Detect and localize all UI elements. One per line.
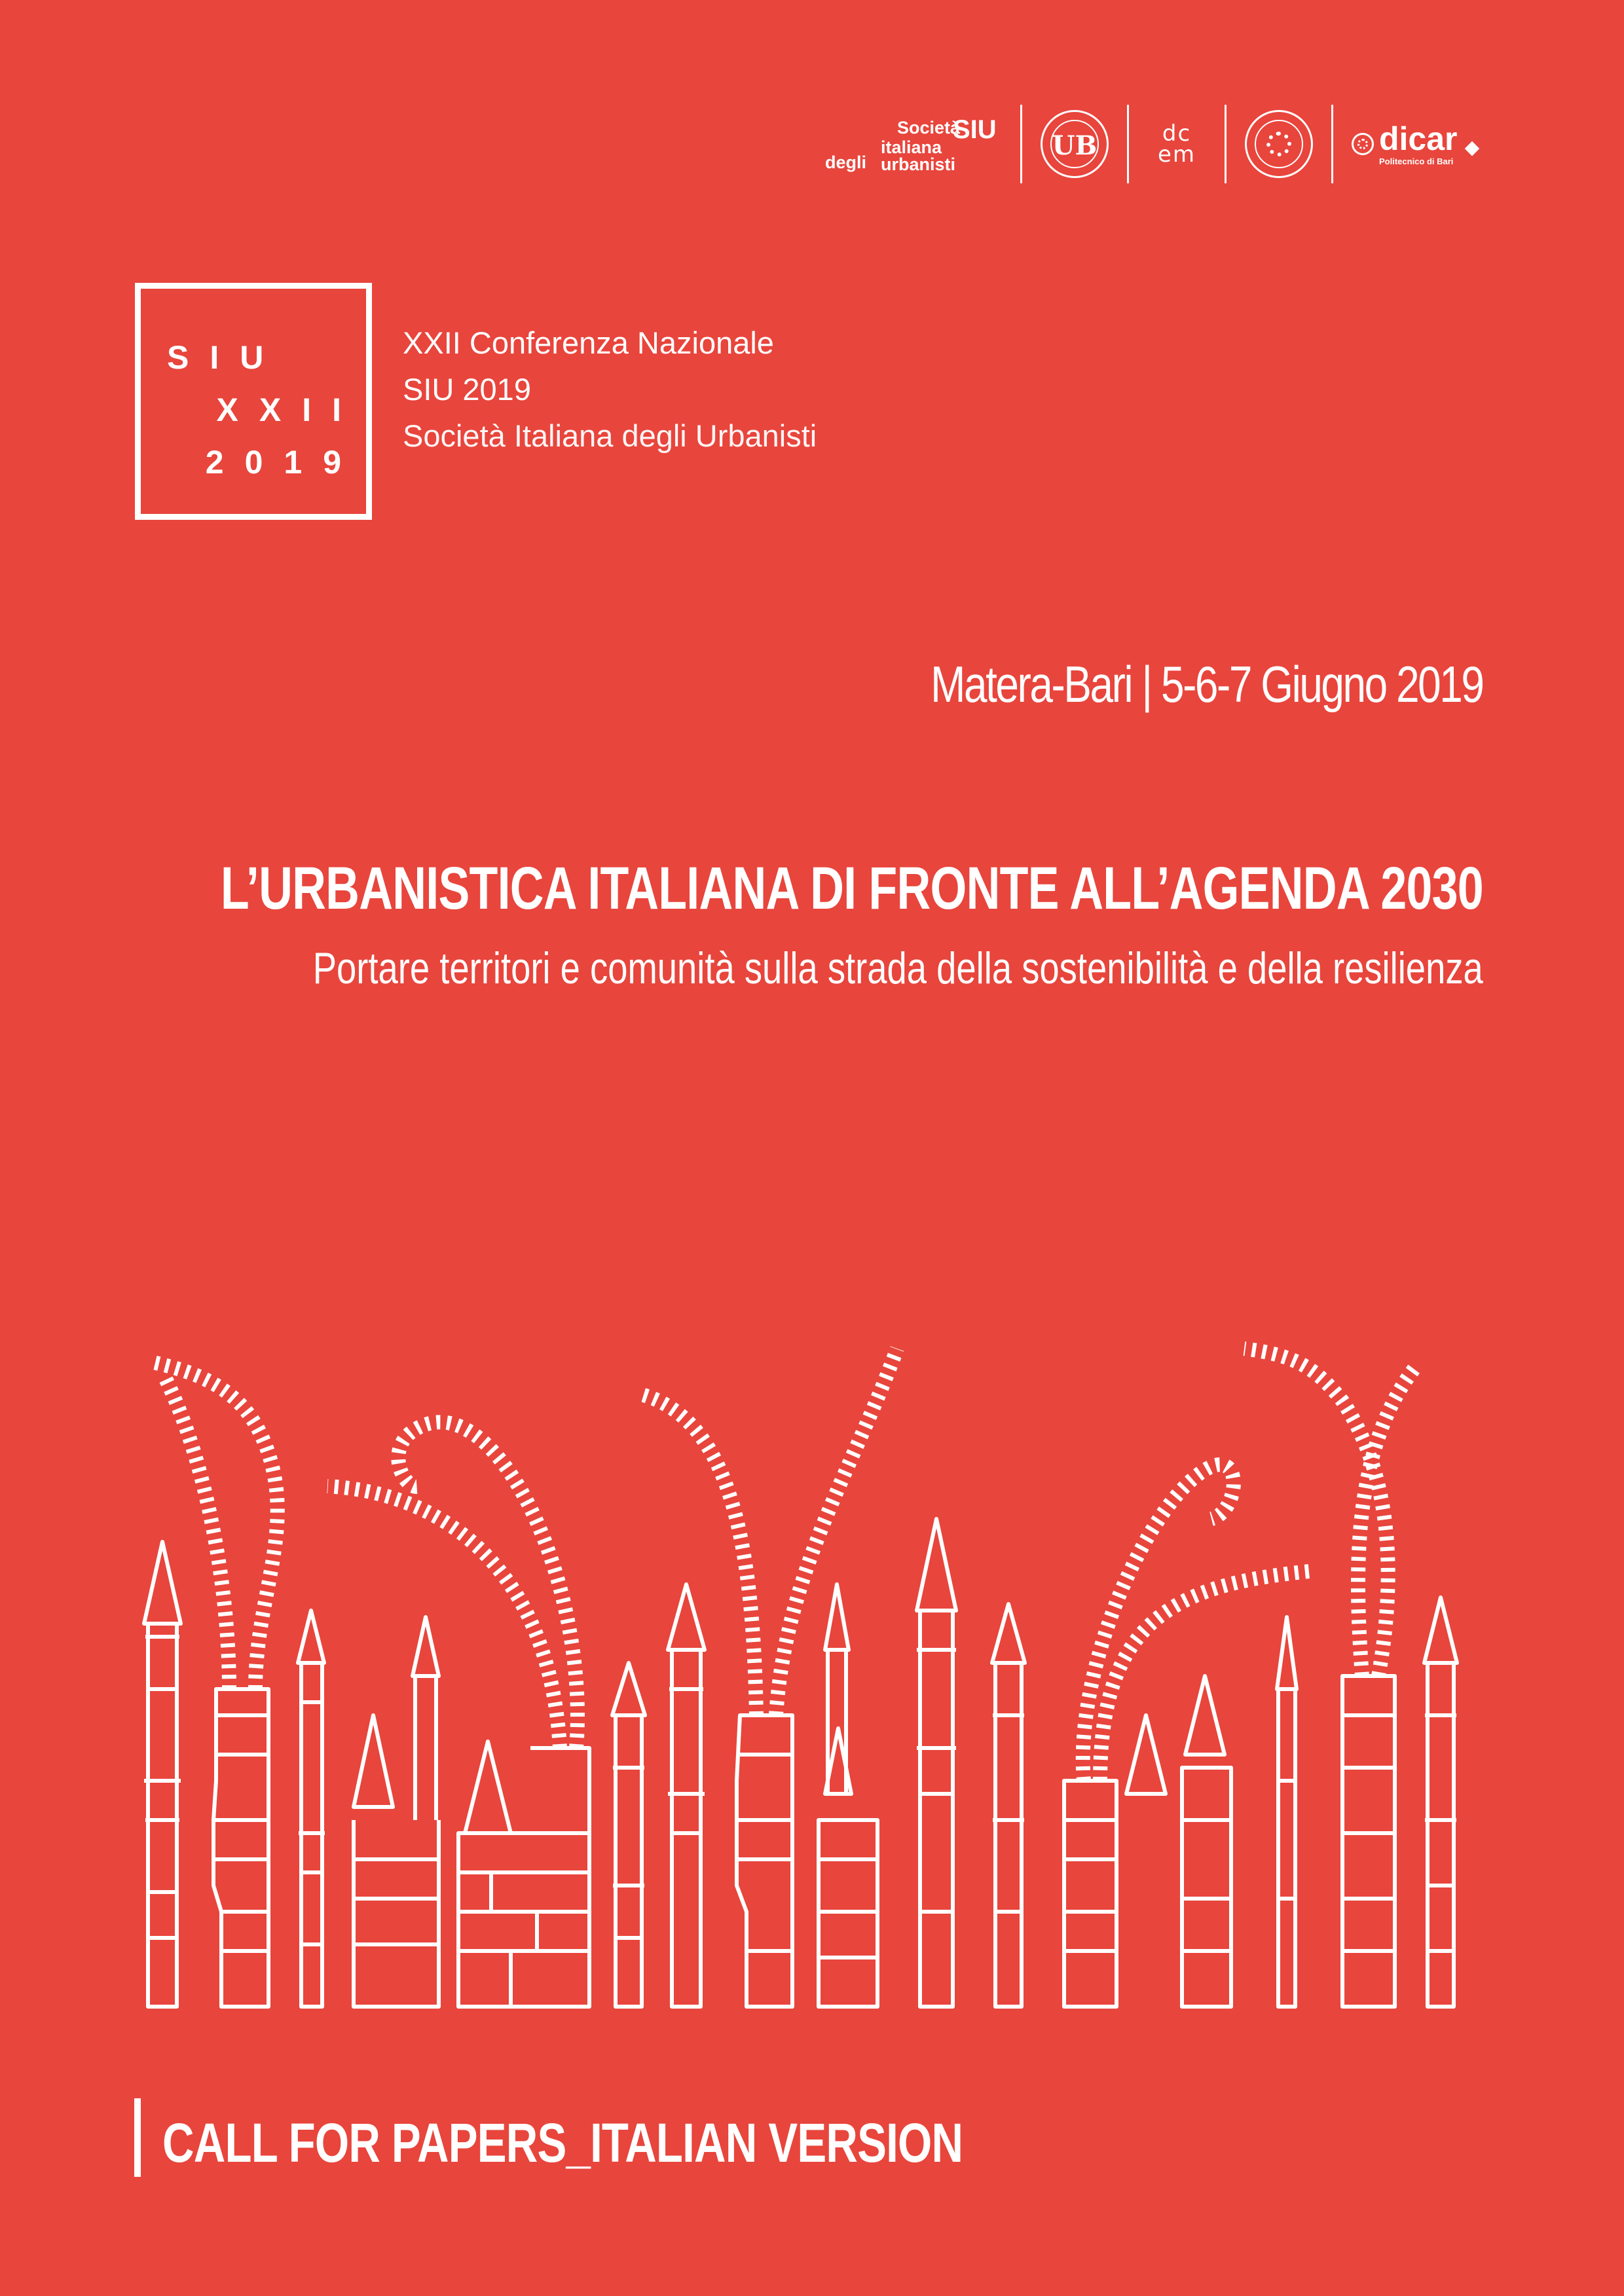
siu-logo-line3b: urbanisti: [881, 155, 956, 174]
siu-badge: [135, 283, 372, 520]
diamond-icon: [1464, 141, 1479, 156]
page-subtitle: Portare territori e comunità sulla strada della sostenibilità e della resilienza: [312, 943, 1483, 993]
partner-logos: [825, 98, 1493, 190]
conference-name: XXII Conferenza Nazionale: [403, 325, 774, 360]
dicar-sub: Politecnico di Bari: [1379, 156, 1454, 166]
poliba-seal-icon: [1245, 110, 1313, 178]
tower: [144, 1542, 181, 2007]
siu-logo-line3a: degli: [825, 153, 867, 172]
siu-logo-mark: SIU: [953, 115, 997, 144]
dicar-name: dicar: [1379, 120, 1458, 157]
logo-divider: [1225, 105, 1227, 183]
event-dates: Matera-Bari | 5-6-7 Giugno 2019: [931, 655, 1483, 713]
dicem-logo-icon: dc em: [1157, 120, 1196, 168]
logo-divider: [1331, 105, 1333, 183]
dicar-logo: [1352, 122, 1477, 166]
society-name: Società Italiana degli Urbanisti: [403, 418, 817, 453]
siu-logo: [825, 111, 1002, 177]
logo-divider: [1020, 105, 1022, 183]
conference-edition: SIU 2019: [403, 372, 531, 407]
call-for-papers: CALL FOR PAPERS_ITALIAN VERSION: [162, 2112, 963, 2174]
siu-logo-line1: Società: [897, 118, 961, 137]
siu-logo-line2: italiana: [881, 137, 942, 157]
dicar-logo-icon: [1352, 133, 1374, 155]
badge-row-xxii: XXII: [216, 392, 362, 428]
badge-row-siu: SIU: [167, 339, 285, 376]
footer-accent-bar: [134, 2098, 141, 2177]
logo-divider: [1127, 105, 1129, 183]
towers-illustration: [131, 1322, 1493, 2016]
conference-info: [403, 327, 817, 467]
page-title: L’URBANISTICA ITALIANA DI FRONTE ALL’AGENDA 2030: [220, 855, 1483, 922]
badge-row-year: 2019: [205, 444, 362, 481]
unibas-seal-icon: UB: [1041, 110, 1109, 178]
